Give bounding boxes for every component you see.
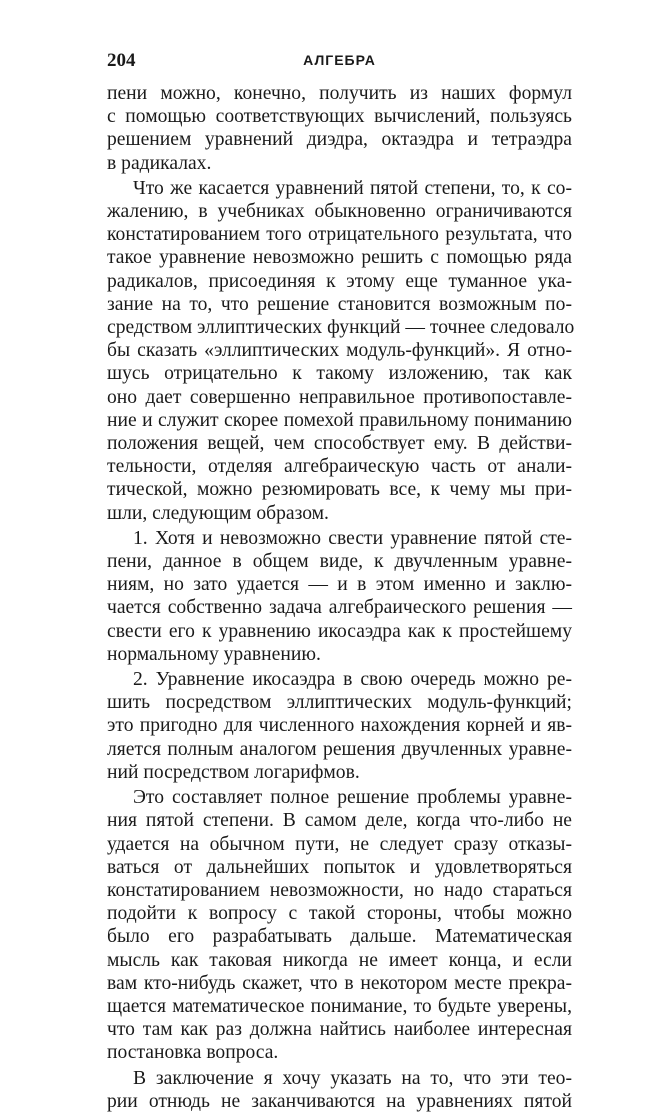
text-line: решением уравнений диэдра, октаэдра и тетраэдра [107,129,572,151]
text-line: свести его к уравнению икосаэдра как к простейшему [107,620,572,642]
paragraph-complete-solution [107,786,572,1064]
text-line: оно дает совершенно неправильное противопоставле- [107,386,572,408]
text-line: 2. Уравнение икосаэдра в свою очередь можно ре- [133,669,572,691]
text-line: ляется полным аналогом решения двучленных уравне- [107,738,572,760]
text-line: щается математическое понимание, то будьте уверены, [107,995,572,1017]
text-line: констатированием невозможности, но надо стараться [107,879,572,901]
paragraph-conclusion [107,1067,572,1113]
text-line: зание на то, что решение становится возможным по- [107,293,572,315]
page-header [107,50,572,76]
text-line: средством эллиптических функций — точнее следовало [107,317,575,339]
text-line: положения вещей, чем способствует ему. В действи- [107,433,572,455]
text-line: вам кто-нибудь скажет, что в некотором месте прекра- [107,972,572,994]
text-line: ний посредством логарифмов. [107,761,360,783]
text-line: нормальному уравнению. [107,643,321,665]
text-line: тической, можно резюмировать все, к чему мы при- [107,479,572,501]
text-line: Что же касается уравнений пятой степени, то, к со- [133,177,572,199]
text-line: шли, следующим образом. [107,502,329,524]
text-line: удается на обычном пути, не следует сразу отказы- [107,833,572,855]
text-line: жалению, в учебниках обыкновенно ограничиваются [107,201,572,223]
body-text [107,82,575,1115]
paragraph-continuation [107,82,572,175]
text-line: В заключение я хочу указать на то, что эти тео- [133,1067,572,1089]
page-number: 204 [107,50,136,71]
text-line: ния пятой степени. В самом деле, когда что-либо не [107,810,572,832]
text-line: что там как раз должна найтись наиболее интересная [107,1019,572,1041]
text-line: подойти к вопросу с такой стороны, чтобы можно [107,903,572,925]
text-line: ниям, но зато удается — и в этом именно и заклю- [107,574,572,596]
text-line: пени, данное в общем виде, к двучленным уравне- [107,551,572,573]
text-line: Это составляет полное решение проблемы уравне- [133,787,572,809]
paragraph-point-1 [107,527,572,666]
text-line: чается собственно задача алгебраического решения — [107,597,572,619]
text-line: постановка вопроса. [107,1042,279,1064]
text-line: констатированием того отрицательного результата, что [107,224,572,246]
text-line: это пригодно для численного нахождения корней и яв- [107,715,572,737]
text-line: в радикалах. [107,152,212,174]
text-line: радикалов, присоединяя к этому еще туманное ука- [107,270,572,292]
text-line: бы сказать «эллиптических модуль-функций». Я отно- [107,340,572,362]
text-line: такое уравнение невозможно решить с помощью ряда [107,247,572,269]
text-line: с помощью соответствующих вычислений, пользуясь [107,106,572,128]
text-line: пени можно, конечно, получить из наших формул [107,83,572,104]
text-line: ваться от дальнейших попыток и удовлетворяться [107,856,572,878]
text-line: мысль как таковая никогда не имеет конца, и если [107,949,572,971]
running-head: АЛГЕБРА [303,52,376,68]
text-line: 1. Хотя и невозможно свести уравнение пятой сте- [133,527,572,549]
text-line: тельности, отделяя алгебраическую часть от анали- [107,456,572,478]
paragraph-point-2 [107,668,572,784]
text-line: ние и служит скорее помехой правильному пониманию [107,409,572,431]
text-line: рии отнюдь не заканчиваются на уравнениях пятой [107,1090,572,1112]
text-line: шусь отрицательно к такому изложению, так как [107,363,572,385]
paragraph-fifth-degree [107,177,575,525]
text-line: шить посредством эллиптических модуль-функций; [107,692,572,714]
text-line: было его разрабатывать дальше. Математическая [107,926,572,948]
